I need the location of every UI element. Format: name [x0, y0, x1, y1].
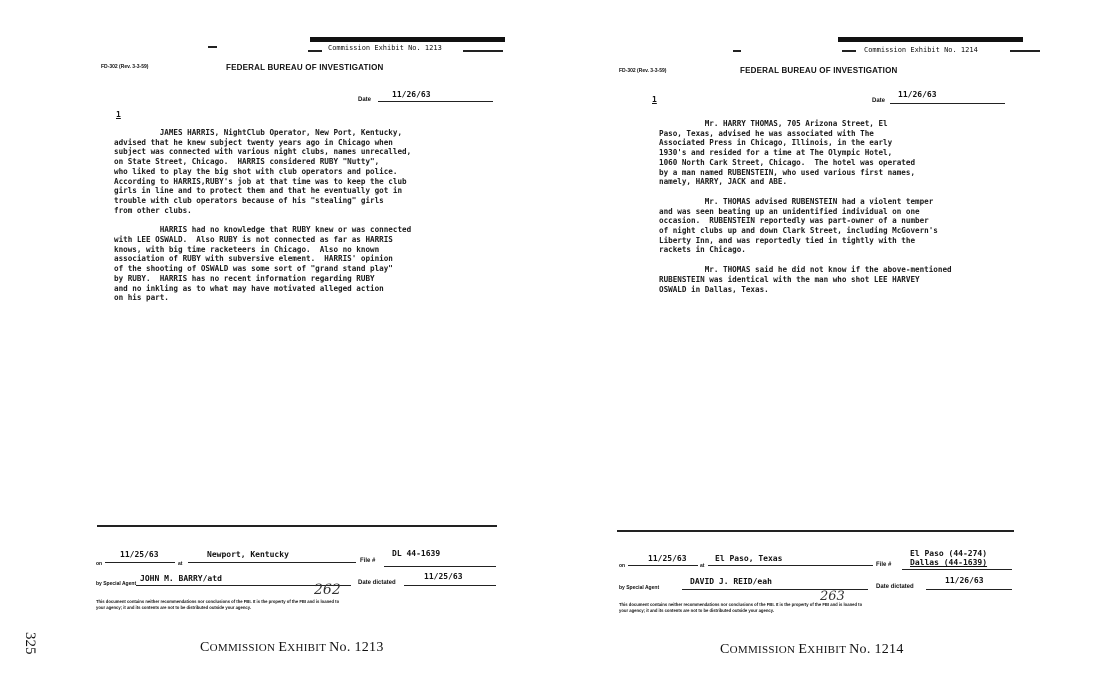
at-label: at — [700, 563, 705, 569]
form-code: FD-302 (Rev. 3-3-59) — [101, 64, 149, 70]
date-label: Date — [358, 97, 372, 103]
special-agent: DAVID J. REID/eah — [690, 577, 772, 586]
on-date-rule — [628, 565, 698, 566]
file-number: DL 44-1639 — [392, 549, 441, 558]
on-label: on — [619, 563, 626, 569]
file-label: File # — [876, 562, 892, 568]
disclaimer: This document contains neither recommendations nor conclusions of the FBI. It is the property of the FBI and is loaned to your agency; it and its contents are not to be distributed outside your agency. — [96, 599, 340, 610]
file-rule — [902, 569, 1012, 570]
paragraph-2: Mr. THOMAS advised RUBENSTEIN had a violent temper and was seen beating up an unidentified individual on one occasion. RUBENSTEIN reportedly was part-owner of a number of night clubs up and down Clark Street, including McGovern's Liberty Inn, and was reportedly tied in tightly with the rackets in Chicago. — [659, 196, 938, 255]
footer-top-rule — [617, 530, 1014, 532]
file-number: El Paso (44-274) — [910, 549, 988, 558]
commission-exhibit-header: Commission Exhibit No. 1214 — [864, 46, 978, 54]
disclaimer: This document contains neither recommendations nor conclusions of the FBI. It is the property of the FBI and is loaned to your agency; it and its contents are not to be distributed outside your agency. — [619, 602, 863, 613]
agency-title: FEDERAL BUREAU OF INVESTIGATION — [740, 66, 898, 75]
location-rule — [708, 565, 873, 566]
handwritten-number: 263 — [820, 589, 845, 604]
dictated-label: Date dictated — [358, 580, 396, 586]
file-label: File # — [360, 558, 376, 564]
header-bar — [838, 37, 1023, 42]
agent-label: by Special Agent — [619, 585, 660, 591]
page-marker: 1 — [652, 95, 657, 104]
header-dash — [842, 50, 856, 52]
agent-label: by Special Agent — [96, 581, 137, 587]
date-value: 11/26/63 — [392, 90, 431, 99]
page-number: 325 — [22, 632, 38, 655]
interview-date: 11/25/63 — [120, 550, 159, 559]
handwritten-number: 262 — [314, 582, 341, 598]
date-value: 11/26/63 — [898, 90, 937, 99]
paragraph-3: Mr. THOMAS said he did not know if the above-mentioned RUBENSTEIN was identical with the man who shot LEE HARVEY OSWALD in Dallas, Texas. — [659, 265, 952, 294]
interview-location: Newport, Kentucky — [207, 550, 289, 559]
agency-title: FEDERAL BUREAU OF INVESTIGATION — [226, 63, 384, 72]
special-agent: JOHN M. BARRY/atd — [140, 574, 222, 583]
header-tick — [733, 50, 741, 52]
at-label: at — [178, 561, 183, 567]
date-rule — [890, 103, 1005, 104]
dictated-label: Date dictated — [876, 584, 914, 590]
file-number-2: Dallas (44-1639) — [910, 558, 988, 567]
paragraph-2: HARRIS had no knowledge that RUBY knew or was connected with LEE OSWALD. Also RUBY is not connected as far as HARRIS knows, with big time racketeers in Chicago. Also no known association of RUBY with subversive element. HARRIS' opinion of the shooting of OSWALD was some sort of "grand stand play" by RUBY. HARRIS has no recent information regarding RUBY and no inkling as to what may have motivated alleged action on his part. — [114, 225, 412, 303]
interview-date: 11/25/63 — [648, 554, 687, 563]
dictated-date: 11/25/63 — [424, 572, 463, 581]
form-code: FD-302 (Rev. 3-3-59) — [619, 68, 667, 74]
dictated-rule — [926, 589, 1012, 590]
interview-location: El Paso, Texas — [715, 554, 783, 563]
exhibit-caption: COMMISSION EXHIBIT No. 1214 — [720, 642, 904, 657]
date-label: Date — [872, 98, 886, 104]
exhibit-caption: COMMISSION EXHIBIT No. 1213 — [200, 640, 384, 655]
report-body — [659, 119, 952, 304]
on-label: on — [96, 561, 103, 567]
dictated-date: 11/26/63 — [945, 576, 984, 585]
paragraph-1: Mr. HARRY THOMAS, 705 Arizona Street, El Paso, Texas, advised he was associated with The Associated Press in Chicago, Illinois, in the early 1930's and resided for a time at The Olympic Hotel, 1060 North Cark Street, Chicago. The hotel was operated by a man named RUBENSTEIN, who used various first names, namely, HARRY, JACK and ABE. — [659, 119, 916, 187]
commission-exhibit-header: Commission Exhibit No. 1213 — [328, 44, 442, 52]
header-dash-right — [1010, 50, 1040, 52]
paragraph-1: JAMES HARRIS, NightClub Operator, New Port, Kentucky, advised that he knew subject twenty years ago in Chicago when subject was connected with various night clubs, names unrecalled, on State Street, Chicago. HARRIS considered RUBY "Nutty", who liked to play the big shot with club operators and police. According to HARRIS,RUBY's job at that time was to keep the club girls in line and to protect them and that he eventually got in trouble with club operators because of his "stealing" girls from other clubs. — [114, 128, 412, 215]
page-marker: 1 — [116, 110, 121, 119]
